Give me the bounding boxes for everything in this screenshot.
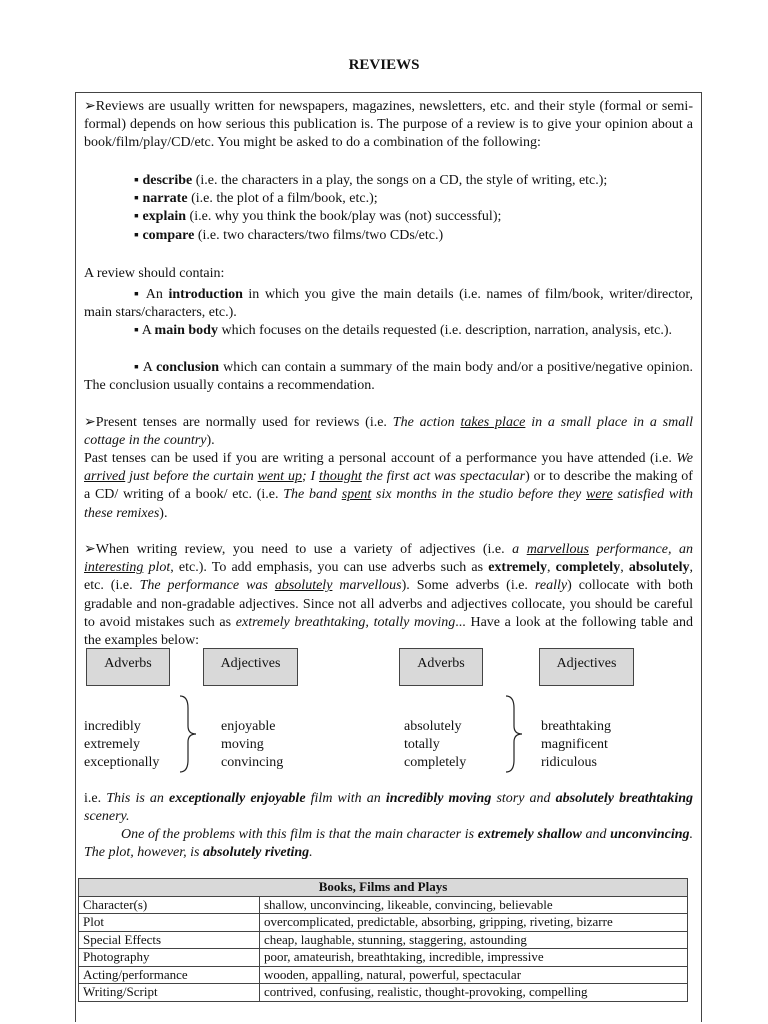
box-adjectives-2: Adjectives (539, 648, 634, 686)
list-item: totally (404, 737, 440, 753)
brace-icon (176, 694, 198, 774)
table-row: Plot overcomplicated, predictable, absorbing, gripping, riveting, bizarre (79, 914, 688, 932)
adverbs-gradable-list (84, 718, 159, 773)
adverbs-nongradable-list (404, 718, 466, 773)
box-adverbs-2: Adverbs (399, 648, 483, 686)
table-row: Character(s) shallow, unconvincing, likeable, convincing, believable (79, 896, 688, 914)
list-item: ▪ explain (i.e. why you think the book/play was (not) successful); (134, 209, 502, 225)
intro-paragraph: ➢Reviews are usually written for newspapers, magazines, newsletters, etc. and their style (formal or semi-formal) depends on how serious this publication is. The purpose of a review is to give your opinion about a book/film/play/CD/etc. You might be asked to do a combination of the following: (84, 99, 693, 151)
table-header: Books, Films and Plays (79, 879, 688, 897)
list-item: breathtaking (541, 719, 611, 734)
list-item: ridiculous (541, 755, 597, 771)
contain-heading: A review should contain: (84, 266, 225, 281)
example-1: i.e. This is an exceptionally enjoyable film with an incredibly moving story and absolutely breathtaking scenery. (84, 791, 693, 825)
tenses-past: Past tenses can be used if you are writing a personal account of a performance you have attended (i.e. We arrived just before the curtain went up; I thought the first act was spectacular) or to describe the making of a CD/ writing of a book/ etc. (i.e. The band spent six months in the studio before they were satisfied with these remixes). (84, 451, 693, 521)
contain-item-conclusion: ▪ A conclusion which can contain a summary of the main body and/or a positive/negative opinion. The conclusion usually contains a recommendation. (84, 360, 694, 394)
list-item: incredibly (84, 719, 141, 734)
list-item: completely (404, 755, 467, 771)
list-item: extremely (84, 737, 140, 753)
list-item: moving (221, 737, 264, 753)
list-item: exceptionally (84, 755, 160, 771)
box-adjectives-1: Adjectives (203, 648, 298, 686)
list-item: magnificent (541, 737, 608, 753)
table-row: Writing/Script contrived, confusing, realistic, thought-provoking, compelling (79, 984, 688, 1002)
example-2: One of the problems with this film is that the main character is extremely shallow and unconvincing. The plot, however, is absolutely riveting. (84, 827, 693, 861)
table-row: Acting/performance wooden, appalling, natural, powerful, spectacular (79, 966, 688, 984)
contain-item-introduction: ▪ An introduction in which you give the main details (i.e. names of film/book, writer/director, main stars/characters, etc.). (84, 287, 693, 321)
table-row: Special Effects cheap, laughable, stunning, staggering, astounding (79, 931, 688, 949)
box-adverbs-1: Adverbs (86, 648, 170, 686)
contain-item-main-body: ▪ A main body which focuses on the details requested (i.e. description, narration, analysis, etc.). (134, 323, 673, 338)
vocabulary-table (78, 878, 688, 1002)
adjectives-nongradable-list (541, 718, 611, 773)
list-item: convincing (221, 755, 284, 771)
intro-bullet-list (84, 172, 743, 245)
list-item: ▪ describe (i.e. the characters in a play, the songs on a CD, the style of writing, etc.); (134, 173, 608, 188)
tenses-present: ➢Present tenses are normally used for reviews (i.e. The action takes place in a small place in a small cottage in the country). (84, 415, 693, 449)
list-item: absolutely (404, 719, 462, 734)
adjectives-gradable-list (221, 718, 283, 773)
list-item: enjoyable (221, 719, 276, 734)
brace-icon (502, 694, 524, 774)
adjectives-paragraph: ➢When writing review, you need to use a variety of adjectives (i.e. a marvellous performance, an interesting plot, etc.). To add emphasis, you can use adverbs such as extremely, completely, absolutely, etc. (i.e. The performance was absolutely marvellous). Some adverbs (i.e. really) collocate with both gradable and non-gradable adjectives. Since not all adverbs and adjectives collocate, you should be careful to avoid mistakes such as extremely breathtaking, totally moving... Have a look at the following table and the examples below: (84, 542, 694, 649)
list-item: ▪ compare (i.e. two characters/two films/two CDs/etc.) (134, 227, 444, 243)
arrow-bullet-icon: ➢ (84, 99, 96, 114)
page-title: REVIEWS (348, 57, 420, 73)
list-item: ▪ narrate (i.e. the plot of a film/book, etc.); (134, 191, 378, 207)
table-header-row (79, 879, 688, 897)
table-row: Photography poor, amateurish, breathtaking, incredible, impressive (79, 949, 688, 967)
